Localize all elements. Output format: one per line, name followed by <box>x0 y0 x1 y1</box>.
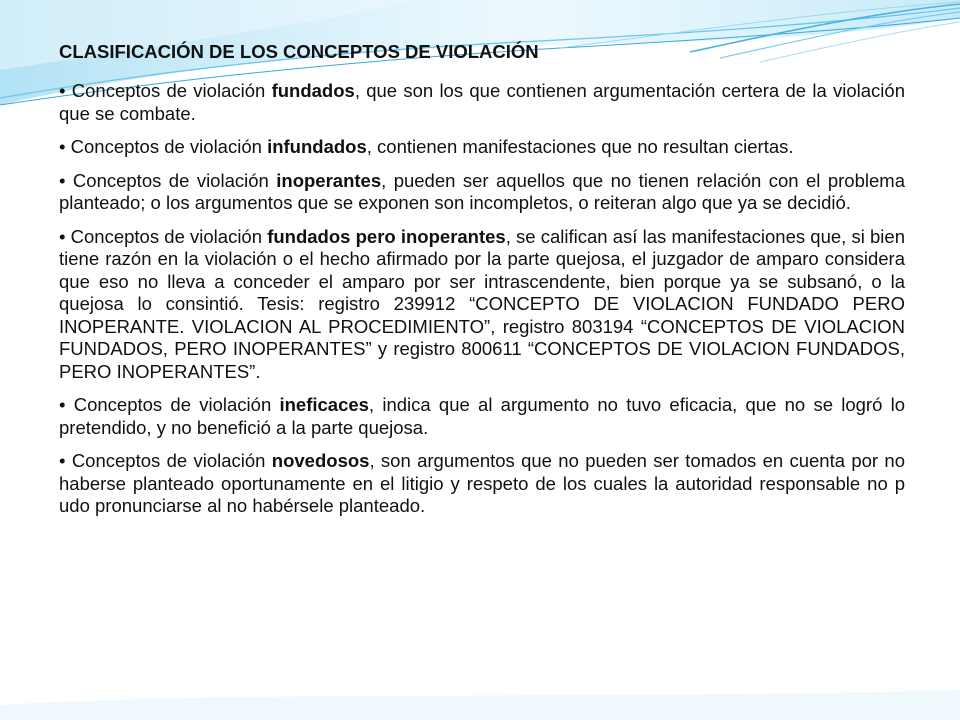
term-ineficaces: ineficaces <box>279 394 369 415</box>
bottom-wave-band <box>0 690 960 720</box>
slide-title: CLASIFICACIÓN DE LOS CONCEPTOS DE VIOLACIÓN <box>59 41 539 62</box>
term-fundados: fundados <box>271 80 355 101</box>
bullet-ineficaces: • Conceptos de violación ineficaces, indica que al argumento no tuvo eficacia, que no se logró lo pretendido, y no benefició a la parte quejosa. <box>59 394 906 438</box>
bullet-novedosos: • Conceptos de violación novedosos, son argumentos que no pueden ser tomados en cuenta por no haberse planteado oportunamente en el litigio y respeto de los cuales la autoridad responsable no p udo pronunciarse al no habérsele planteado. <box>59 450 905 516</box>
content-area <box>59 40 905 529</box>
bullet-fundados-pero-inoperantes: • Conceptos de violación fundados pero inoperantes, se califican así las manifestaciones que, si bien tiene razón en la violación o el hecho afirmado por la parte quejosa, el juzgador de amparo considera que eso no lleva a conceder el amparo por ser intrascendente, bien porque ya se subsanó, o la quejosa lo consintió. Tesis: registro 239912 “CONCEPTO DE VIOLACION FUNDADO PERO INOPERANTE. VIOLACION AL PROCEDIMIENTO”, registro 803194 “CONCEPTOS DE VIOLACION FUNDADOS, PERO INOPERANTES” y registro 800611 “CONCEPTOS DE VIOLACION FUNDADOS, PERO INOPERANTES”. <box>59 225 905 382</box>
term-fundados-pero-inoperantes: fundados pero inoperantes <box>267 225 506 247</box>
bullet-fundados: • Conceptos de violación fundados, que son los que contienen argumentación certera de la violación que se combate. <box>59 80 905 124</box>
bullet-infundados: • Conceptos de violación infundados, contienen manifestaciones que no resultan ciertas. <box>59 136 794 157</box>
term-infundados: infundados <box>267 136 367 157</box>
term-novedosos: novedosos <box>271 450 370 471</box>
term-inoperantes: inoperantes <box>276 169 382 191</box>
bullet-inoperantes: • Conceptos de violación inoperantes, pueden ser aquellos que no tienen relación con el problema planteado; o los argumentos que se exponen son incompletos, o reiteran algo que ya se decidió. <box>59 169 905 213</box>
